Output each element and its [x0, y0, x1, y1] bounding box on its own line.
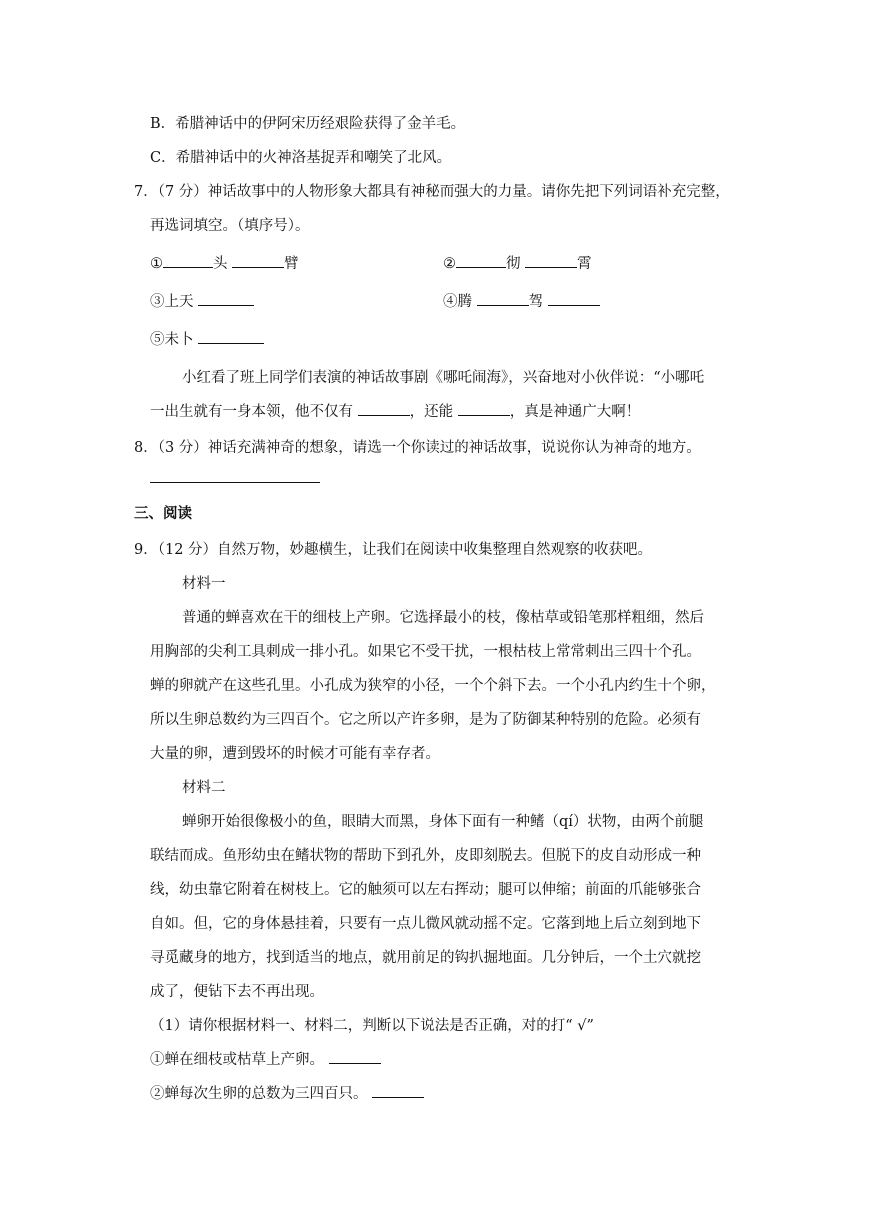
- q7-passage-line1: 小红看了班上同学们表演的神话故事剧《哪吒闹海》，兴奋地对小伙伴说：“小哪吒: [182, 370, 705, 386]
- word5-prefix: ⑤未卜: [150, 332, 194, 348]
- statement-1: [150, 1048, 381, 1069]
- option-b: B．希腊神话中的伊阿宋历经艰险获得了金羊毛。: [150, 116, 466, 132]
- q8-answer-blank[interactable]: [150, 468, 320, 483]
- q7-word1: [150, 252, 299, 273]
- passage-blank2[interactable]: [458, 401, 510, 416]
- word2-blank2[interactable]: [525, 253, 577, 268]
- q9-stem: 9．（12 分）自然万物，妙趣横生，让我们在阅读中收集整理自然观察的收获吧。: [134, 542, 653, 558]
- material2-line6: 成了，便钻下去不再出现。: [150, 984, 324, 1000]
- word3-prefix: ③上天: [150, 294, 194, 310]
- word2-middle: 彻: [506, 256, 521, 272]
- word4-prefix: ④腾: [443, 294, 472, 310]
- material1-line1: 普通的蝉喜欢在干的细枝上产卵。它选择最小的枝，像枯草或铅笔那样粗细，然后: [182, 610, 704, 626]
- word4-blank1[interactable]: [477, 291, 529, 306]
- material1-line4: 所以生卵总数约为三四百个。它之所以产许多卵，是为了防御某种特别的危险。必须有: [150, 712, 701, 728]
- passage-part1: 一出生就有一身本领，他不仅有: [150, 404, 353, 420]
- q7-passage-line2: [150, 400, 640, 421]
- word1-prefix: ①: [150, 256, 163, 272]
- word4-middle: 驾: [528, 294, 544, 310]
- word1-end: 臂: [284, 256, 299, 272]
- q9-sub1-stem: （1）请你根据材料一、材料二，判断以下说法是否正确，对的打“ √”: [150, 1018, 594, 1034]
- statement-1-blank[interactable]: [329, 1049, 381, 1064]
- material2-line1: 蝉卵开始很像极小的鱼，眼睛大而黑，身体下面有一种鳍（qí）状物，由两个前腿: [182, 814, 704, 830]
- passage-blank1[interactable]: [358, 401, 410, 416]
- q7-word4: [443, 290, 600, 311]
- statement-2: [150, 1082, 424, 1103]
- material2-line4: 自如。但，它的身体悬挂着，只要有一点儿微风就动摇不定。它落到地上后立刻到地下: [150, 916, 701, 932]
- statement-2-text: ②蝉每次生卵的总数为三四百只。: [150, 1086, 368, 1102]
- passage-part2: ，还能: [409, 404, 454, 420]
- word4-blank2[interactable]: [548, 291, 600, 306]
- material2-line5: 寻觅藏身的地方，找到适当的地点，就用前足的钩扒掘地面。几分钟后，一个土穴就挖: [150, 950, 701, 966]
- word1-blank1[interactable]: [163, 253, 213, 268]
- word3-blank[interactable]: [198, 291, 254, 306]
- q8-answer-line[interactable]: [150, 468, 320, 487]
- q7-stem-line1: 7．（7 分）神话故事中的人物形象大都具有神秘而强大的力量。请你先把下列词语补充完整，: [134, 184, 730, 200]
- material2-title: 材料二: [182, 780, 226, 796]
- material1-line5: 大量的卵，遭到毁坏的时候才可能有幸存者。: [150, 746, 440, 762]
- passage-part3: ，真是神通广大啊！: [509, 404, 641, 420]
- option-c: C．希腊神话中的火神洛基捉弄和嘲笑了北风。: [150, 150, 452, 166]
- section-title: 三、阅读: [134, 505, 192, 522]
- word2-prefix: ②: [443, 256, 456, 272]
- word1-middle: 头: [213, 256, 228, 272]
- q7-word5: [150, 328, 264, 349]
- word2-blank1[interactable]: [456, 253, 506, 268]
- word2-end: 霄: [577, 256, 592, 272]
- word5-blank[interactable]: [198, 329, 264, 344]
- statement-1-text: ①蝉在细枝或枯草上产卵。: [150, 1052, 324, 1068]
- q7-word3: [150, 290, 254, 311]
- material2-line2: 联结而成。鱼形幼虫在鳍状物的帮助下到孔外，皮即刻脱去。但脱下的皮自动形成一种: [150, 848, 701, 864]
- q7-stem-line2: 再选词填空。（填序号）。: [150, 218, 310, 234]
- material1-title: 材料一: [182, 576, 226, 592]
- material1-line2: 用胸部的尖利工具刺成一排小孔。如果它不受干扰，一根枯枝上常常刺出三四十个孔。: [150, 644, 701, 660]
- statement-2-blank[interactable]: [372, 1083, 424, 1098]
- material1-line3: 蝉的卵就产在这些孔里。小孔成为狭窄的小径，一个个斜下去。一个小孔内约生十个卵，: [150, 678, 716, 694]
- word1-blank2[interactable]: [232, 253, 284, 268]
- q8-stem: 8．（3 分）神话充满神奇的想象，请选一个你读过的神话故事，说说你认为神奇的地方。: [134, 440, 701, 456]
- q7-word2: [443, 252, 592, 273]
- material2-line3: 线，幼虫靠它附着在树枝上。它的触须可以左右挥动；腿可以伸缩；前面的爪能够张合: [150, 882, 701, 898]
